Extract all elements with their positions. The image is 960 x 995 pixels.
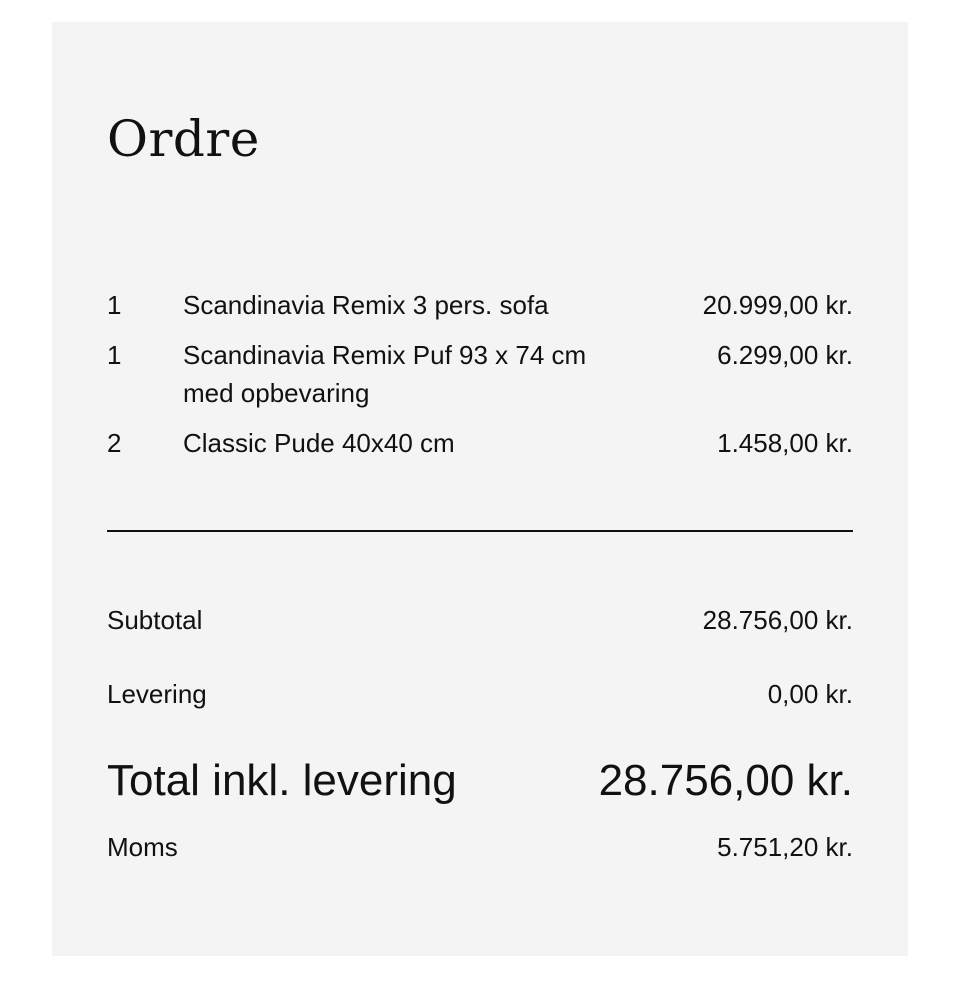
order-item [107,336,853,412]
order-item [107,424,853,462]
subtotal-value: 28.756,00 kr. [702,605,853,635]
order-summary-panel [52,22,908,956]
item-quantity: 2 [107,428,122,458]
order-items-list [107,286,853,474]
vat-row [107,832,853,863]
total-label: Total inkl. levering [107,756,457,805]
item-price: 20.999,00 kr. [702,290,853,320]
delivery-row [107,679,853,710]
order-item [107,286,853,324]
item-name: Classic Pude 40x40 cm [183,428,455,458]
delivery-value: 0,00 kr. [767,679,853,709]
total-value: 28.756,00 kr. [598,756,853,805]
vat-value: 5.751,20 kr. [717,832,853,862]
subtotal-row [107,605,853,636]
item-name: Scandinavia Remix 3 pers. sofa [183,290,549,320]
order-title: Ordre [107,110,260,168]
item-price: 6.299,00 kr. [717,340,853,370]
item-name: Scandinavia Remix Puf 93 x 74 cm med opbevaring [183,340,587,408]
item-price: 1.458,00 kr. [717,428,853,458]
total-row [107,756,853,806]
item-quantity: 1 [107,290,122,320]
summary-divider [107,530,853,532]
subtotal-label: Subtotal [107,605,203,635]
vat-label: Moms [107,832,178,862]
item-quantity: 1 [107,340,122,370]
delivery-label: Levering [107,679,207,709]
